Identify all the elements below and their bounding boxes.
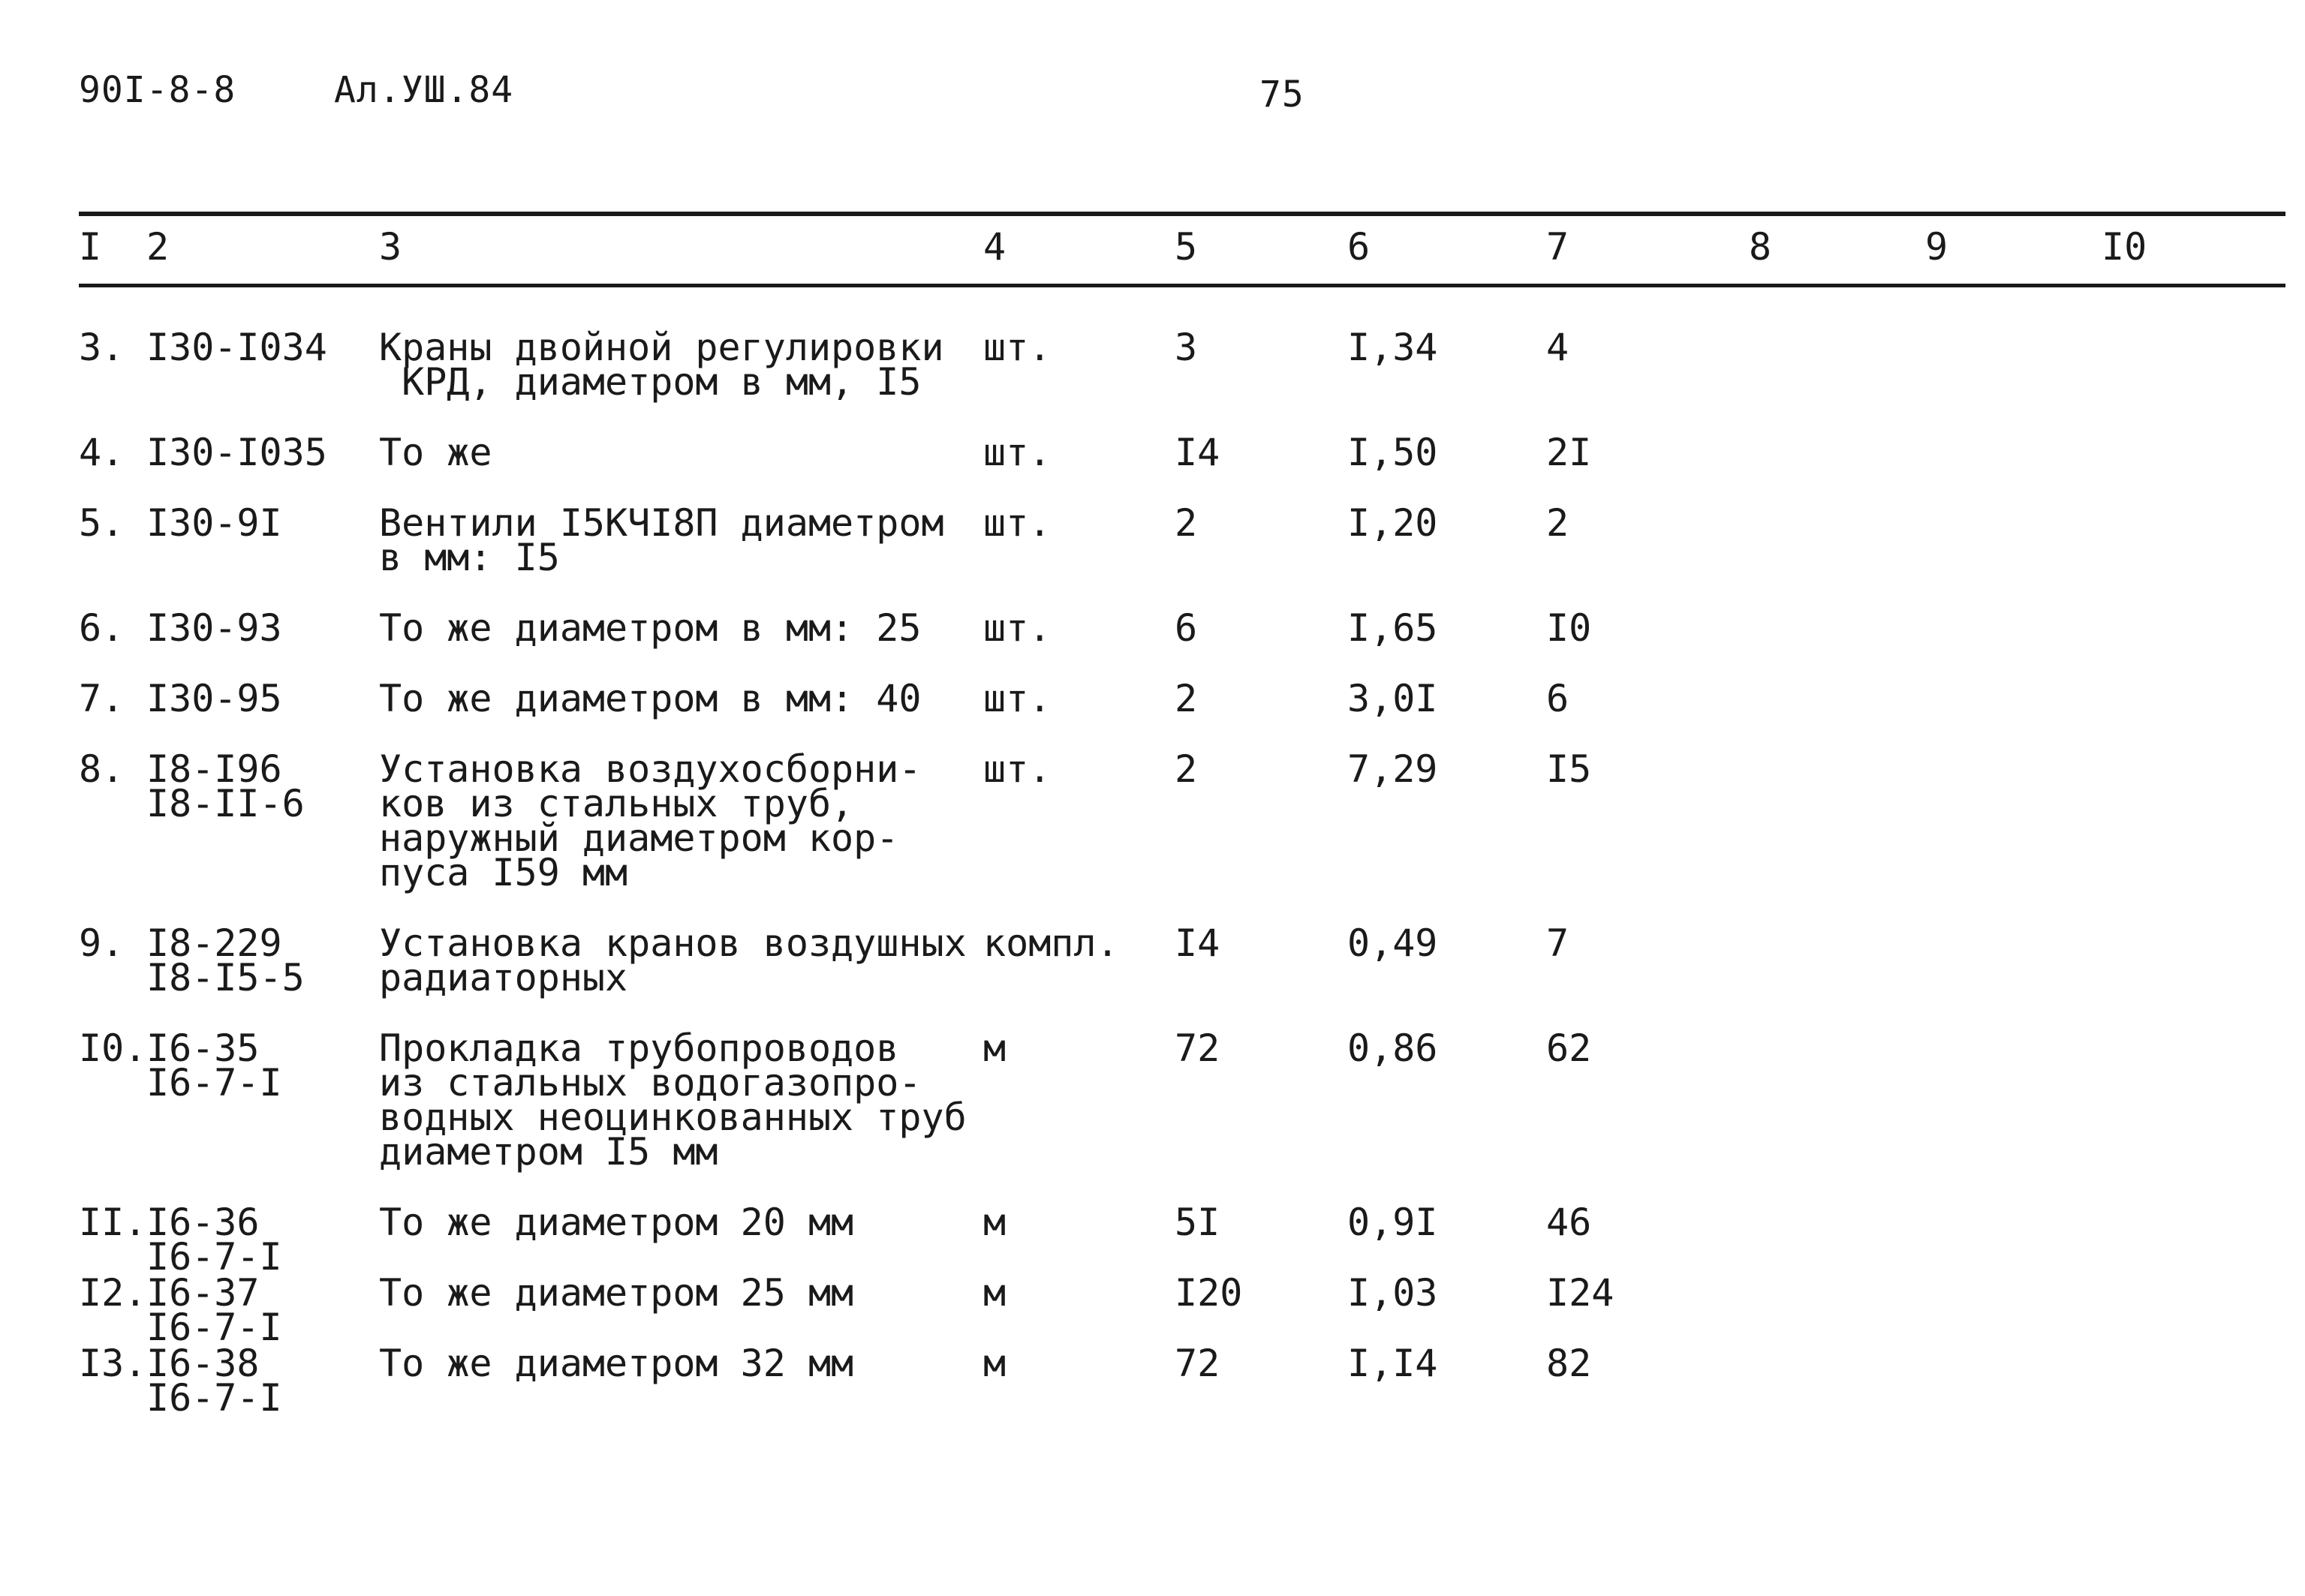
row-number: I3. [79,1342,147,1385]
row-code [146,501,282,545]
row-code-line: I8-II-6 [146,782,305,825]
row-description-line: КРД, диаметром в мм, I5 [379,360,922,404]
row-description [379,677,949,720]
col-10-number: I0 [2102,225,2147,269]
row-norm: 0,9I [1347,1201,1438,1244]
row-code [146,677,282,720]
col-5-number: 5 [1175,225,1198,269]
row-description-line: водных неоцинкованных труб [379,1096,967,1139]
row-code-line: I30-9I [146,501,282,545]
row-quantity: 2 [1175,747,1198,791]
col-8-number: 8 [1749,225,1772,269]
row-quantity: 72 [1175,1342,1220,1385]
col-3-number: 3 [379,225,402,269]
row-total: I5 [1546,747,1592,791]
row-quantity: 2 [1175,501,1198,545]
row-description-line: ков из стальных труб, [379,782,854,825]
row-unit: шт. [983,501,1052,545]
row-unit: шт. [983,677,1052,720]
row-description-line: в мм: I5 [379,536,560,579]
row-description [379,431,949,474]
row-total: 62 [1546,1026,1592,1070]
col-9-number: 9 [1925,225,1948,269]
row-unit: шт. [983,326,1052,369]
row-unit: м [983,1026,1007,1070]
row-total: I24 [1546,1271,1614,1315]
row-number: 5. [79,501,125,545]
row-norm: I,I4 [1347,1342,1438,1385]
row-description-line: пуса I59 мм [379,851,628,894]
row-unit: шт. [983,606,1052,650]
row-quantity: 6 [1175,606,1198,650]
row-description [379,501,949,579]
row-norm: I,50 [1347,431,1438,474]
row-code [146,1201,282,1279]
row-description-line: из стальных водогазопро- [379,1061,922,1105]
row-norm: I,34 [1347,326,1438,369]
row-code-line: I6-7-I [146,1235,282,1279]
row-total: 82 [1546,1342,1592,1385]
row-code-line: I8-I5-5 [146,956,305,999]
row-description-line: То же диаметром 20 мм [379,1201,854,1244]
row-description [379,1201,949,1244]
row-code-line: I30-I034 [146,326,327,369]
row-number: 8. [79,747,125,791]
row-code-line: I6-7-I [146,1306,282,1349]
page-number: 75 [1259,74,1304,116]
row-description-line: Прокладка трубопроводов [379,1026,899,1070]
row-quantity: I4 [1175,431,1220,474]
table-top-rule [79,212,2285,216]
row-description [379,1026,967,1174]
row-code [146,921,305,999]
row-description [379,1342,949,1385]
row-description-line: диаметром I5 мм [379,1130,718,1174]
row-description-line: наружный диаметром кор- [379,816,899,860]
row-number: 9. [79,921,125,965]
row-unit: шт. [983,431,1052,474]
row-code-line: I30-93 [146,606,282,650]
col-6-number: 6 [1347,225,1371,269]
col-2-number: 2 [146,225,170,269]
row-norm: 0,86 [1347,1026,1438,1070]
col-7-number: 7 [1546,225,1569,269]
row-number: 6. [79,606,125,650]
row-description-line: То же диаметром 32 мм [379,1342,854,1385]
row-quantity: 2 [1175,677,1198,720]
row-code-line: I8-I96 [146,747,282,791]
row-unit: шт. [983,747,1052,791]
row-description [379,1271,949,1315]
row-code [146,1026,282,1105]
row-code [146,431,327,474]
row-description-line: То же диаметром в мм: 25 [379,606,922,650]
row-code-line: I6-38 [146,1342,260,1385]
row-code-line: I6-7-I [146,1061,282,1105]
row-code [146,747,305,825]
row-description-line: радиаторных [379,956,628,999]
row-code-line: I6-35 [146,1026,260,1070]
doc-code: 90I-8-8 [79,69,236,111]
row-description [379,606,949,650]
row-unit: м [983,1201,1007,1244]
row-code [146,1342,282,1420]
row-code-line: I6-36 [146,1201,260,1244]
row-total: 4 [1546,326,1569,369]
table-header-rule [79,284,2285,287]
row-description-line: Краны двойной регулировки [379,326,944,369]
row-total: 2 [1546,501,1569,545]
row-code [146,1271,282,1349]
row-total: 2I [1546,431,1592,474]
row-norm: 0,49 [1347,921,1438,965]
row-unit: компл. [983,921,1119,965]
row-description-line: То же [379,431,492,474]
row-number: 3. [79,326,125,369]
row-description-line: То же диаметром в мм: 40 [379,677,922,720]
row-number: I0. [79,1026,147,1070]
row-code [146,606,282,650]
row-description [379,921,967,999]
row-code-line: I6-7-I [146,1376,282,1420]
row-norm: I,03 [1347,1271,1438,1315]
row-code-line: I6-37 [146,1271,260,1315]
row-quantity: 3 [1175,326,1198,369]
row-norm: 3,0I [1347,677,1438,720]
row-quantity: I20 [1175,1271,1243,1315]
row-description [379,747,949,894]
row-norm: 7,29 [1347,747,1438,791]
row-description-line: Установка воздухосборни- [379,747,922,791]
row-code [146,326,327,369]
col-1-number: I [79,225,102,269]
row-description [379,326,949,404]
row-description-line: Установка кранов воздушных [379,921,967,965]
row-norm: I,65 [1347,606,1438,650]
row-total: 7 [1546,921,1569,965]
row-description-line: То же диаметром 25 мм [379,1271,854,1315]
row-number: 4. [79,431,125,474]
row-number: 7. [79,677,125,720]
row-total: 6 [1546,677,1569,720]
row-unit: м [983,1342,1007,1385]
row-total: I0 [1546,606,1592,650]
row-quantity: 5I [1175,1201,1220,1244]
row-code-line: I8-229 [146,921,282,965]
col-4-number: 4 [983,225,1007,269]
row-norm: I,20 [1347,501,1438,545]
row-code-line: I30-I035 [146,431,327,474]
row-description-line: Вентили I5КЧI8П диаметром [379,501,944,545]
row-number: I2. [79,1271,147,1315]
album-code: Ал.УШ.84 [334,69,514,111]
row-number: II. [79,1201,147,1244]
column-number-row [0,225,2305,270]
row-quantity: I4 [1175,921,1220,965]
row-code-line: I30-95 [146,677,282,720]
row-unit: м [983,1271,1007,1315]
row-quantity: 72 [1175,1026,1220,1070]
row-total: 46 [1546,1201,1592,1244]
